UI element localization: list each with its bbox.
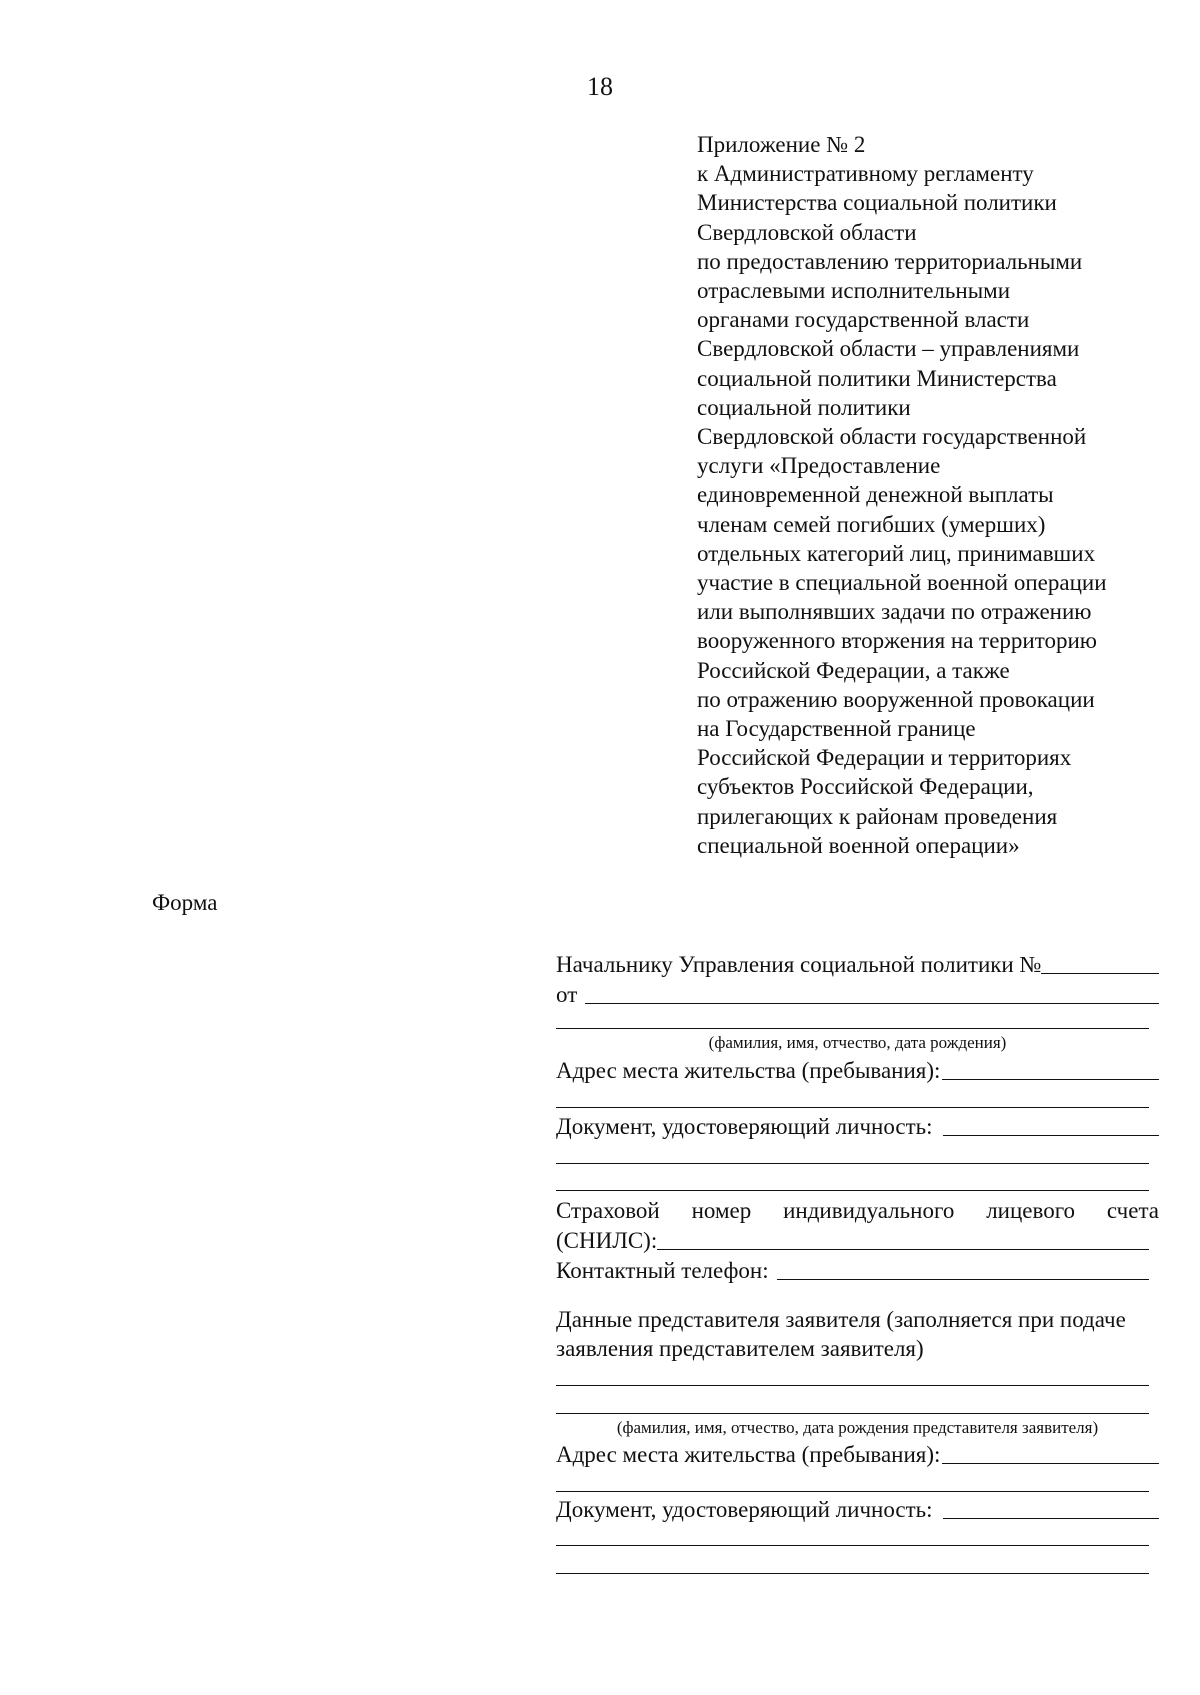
snils-label: (СНИЛС):: [556, 1228, 658, 1253]
appendix-line: Приложение № 2: [697, 132, 866, 157]
appendix-line: Свердловской области – управлениями: [697, 336, 1080, 362]
phone-label: Контактный телефон:: [556, 1258, 769, 1283]
from-label: от: [556, 982, 578, 1007]
office-number-field[interactable]: [1041, 973, 1159, 974]
appendix-line: Министерства социальной политики: [697, 190, 1057, 216]
representative-name-note: (фамилия, имя, отчество, дата рождения представителя заявителя): [616, 1418, 1099, 1437]
representative-name-field[interactable]: [556, 1385, 1149, 1386]
page-number: 18: [587, 72, 613, 101]
id-document-field-line3[interactable]: [556, 1190, 1149, 1191]
appendix-line: социальной политики Министерства: [697, 365, 1057, 391]
appendix-line: вооруженного вторжения на территорию: [697, 628, 1097, 654]
applicant-name-field[interactable]: [585, 1003, 1159, 1004]
representative-id-field-line2[interactable]: [556, 1545, 1149, 1546]
appendix-line: по отражению вооруженной провокации: [697, 686, 1095, 712]
appendix-header: [697, 130, 1177, 860]
snils-word: счета: [1106, 1198, 1159, 1223]
appendix-line: на Государственной границе: [697, 716, 976, 742]
appendix-line: отраслевыми исполнительными: [697, 278, 1011, 304]
appendix-line: отдельных категорий лиц, принимавших: [697, 540, 1096, 566]
addressee-label: Начальнику Управления социальной политики №: [556, 952, 1042, 977]
snils-row: [556, 1196, 1159, 1226]
address-field[interactable]: [942, 1079, 1159, 1080]
appendix-line: участие в специальной военной операции: [697, 570, 1107, 596]
form-label: Форма: [152, 890, 218, 915]
id-document-row: [556, 1112, 1159, 1142]
representative-heading-cont: заявления представителем заявителя): [556, 1336, 924, 1361]
address-field-line2[interactable]: [556, 1107, 1149, 1108]
appendix-line: или выполнявших задачи по отражению: [697, 599, 1092, 625]
appendix-line: Свердловской области: [697, 219, 917, 245]
representative-id-label: Документ, удостоверяющий личность:: [556, 1497, 933, 1522]
snils-word: номер: [691, 1198, 752, 1223]
appendix-line: прилегающих к районам проведения: [697, 803, 1058, 829]
phone-field[interactable]: [777, 1279, 1149, 1280]
appendix-line: единовременной денежной выплаты: [697, 482, 1054, 508]
representative-address-row: [556, 1440, 1159, 1470]
representative-id-field[interactable]: [943, 1518, 1159, 1519]
appendix-line: Российской Федерации, а также: [697, 657, 1010, 683]
appendix-line: Свердловской области государственной: [697, 424, 1087, 450]
snils-word: лицевого: [986, 1198, 1076, 1223]
representative-address-label: Адрес места жительства (пребывания):: [556, 1442, 941, 1467]
appendix-line: субъектов Российской Федерации,: [697, 774, 1034, 800]
appendix-line: социальной политики: [697, 394, 911, 420]
id-document-field[interactable]: [943, 1135, 1159, 1136]
addressee-row: [556, 950, 1159, 980]
representative-address-field[interactable]: [942, 1463, 1159, 1464]
representative-address-field-line2[interactable]: [556, 1491, 1149, 1492]
appendix-line: Российской Федерации и территориях: [697, 745, 1072, 771]
snils-field-row: [556, 1226, 1149, 1256]
appendix-line: органами государственной власти: [697, 307, 1030, 333]
representative-name-field-line2[interactable]: [556, 1413, 1149, 1414]
id-document-label: Документ, удостоверяющий личность:: [556, 1114, 933, 1139]
address-row: [556, 1056, 1159, 1086]
from-row: [556, 980, 1159, 1010]
phone-row: [556, 1256, 1149, 1286]
id-document-field-line2[interactable]: [556, 1163, 1149, 1164]
appendix-line: специальной военной операции»: [697, 832, 1020, 858]
representative-id-field-line3[interactable]: [556, 1573, 1149, 1574]
applicant-name-field-line2[interactable]: [556, 1028, 1149, 1029]
snils-word: Страховой: [556, 1198, 660, 1223]
appendix-line: к Административному регламенту: [697, 161, 1034, 187]
representative-heading: Данные представителя заявителя (заполняется при подаче: [556, 1307, 1126, 1332]
representative-id-row: [556, 1495, 1159, 1525]
address-label: Адрес места жительства (пребывания):: [556, 1058, 941, 1083]
appendix-line: услуги «Предоставление: [697, 453, 941, 479]
appendix-line: членам семей погибших (умерших): [697, 511, 1046, 537]
appendix-line: по предоставлению территориальными: [697, 248, 1083, 274]
applicant-name-note: (фамилия, имя, отчество, дата рождения): [708, 1033, 1007, 1052]
snils-field[interactable]: [657, 1249, 1149, 1250]
snils-word: индивидуального: [783, 1198, 955, 1223]
